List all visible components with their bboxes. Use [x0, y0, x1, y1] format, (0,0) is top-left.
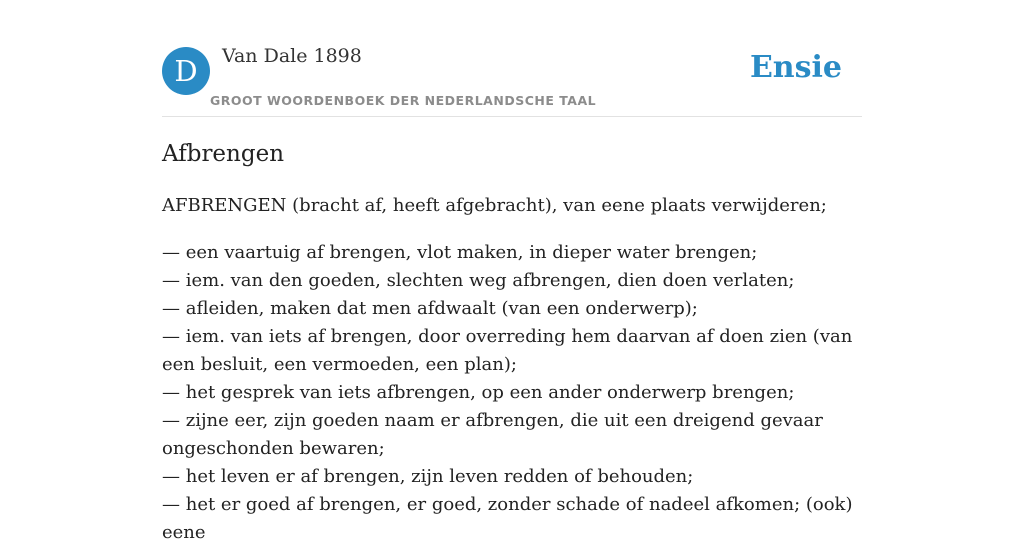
sense-item: — een vaartuig af brengen, vlot maken, in dieper water brengen; — [162, 242, 758, 263]
dictionary-subtitle: GROOT WOORDENBOEK DER NEDERLANDSCHE TAAL — [210, 93, 597, 108]
sense-item: — iem. van den goeden, slechten weg afbrengen, dien doen verlaten; — [162, 270, 795, 291]
entry-definition: AFBRENGEN (bracht af, heeft afgebracht), van eene plaats verwijderen; — [162, 195, 827, 216]
sense-item: — iem. van iets af brengen, door overreding hem daarvan af doen zien (van een besluit, een vermoeden, een plan); — [162, 326, 853, 375]
sense-item: — het leven er af brengen, zijn leven redden of behouden; — [162, 466, 694, 487]
dictionary-title[interactable]: Van Dale 1898 — [222, 45, 362, 67]
sense-item: — het gesprek van iets afbrengen, op een ander onderwerp brengen; — [162, 382, 795, 403]
sense-item: — zijne eer, zijn goeden naam er afbrengen, die uit een dreigend gevaar ongeschonden bewaren; — [162, 410, 823, 459]
site-header — [162, 0, 862, 117]
entry-title: Afbrengen — [162, 141, 285, 167]
entry-senses — [162, 239, 862, 547]
sense-item: — het er goed af brengen, er goed, zonder schade of nadeel afkomen; (ook) eene — [162, 494, 853, 543]
ensie-brand-logo[interactable]: Ensie — [749, 50, 842, 85]
entry-content — [162, 138, 862, 547]
sense-item: — afleiden, maken dat men afdwaalt (van een onderwerp); — [162, 298, 698, 319]
dictionary-logo[interactable]: D — [162, 47, 210, 95]
